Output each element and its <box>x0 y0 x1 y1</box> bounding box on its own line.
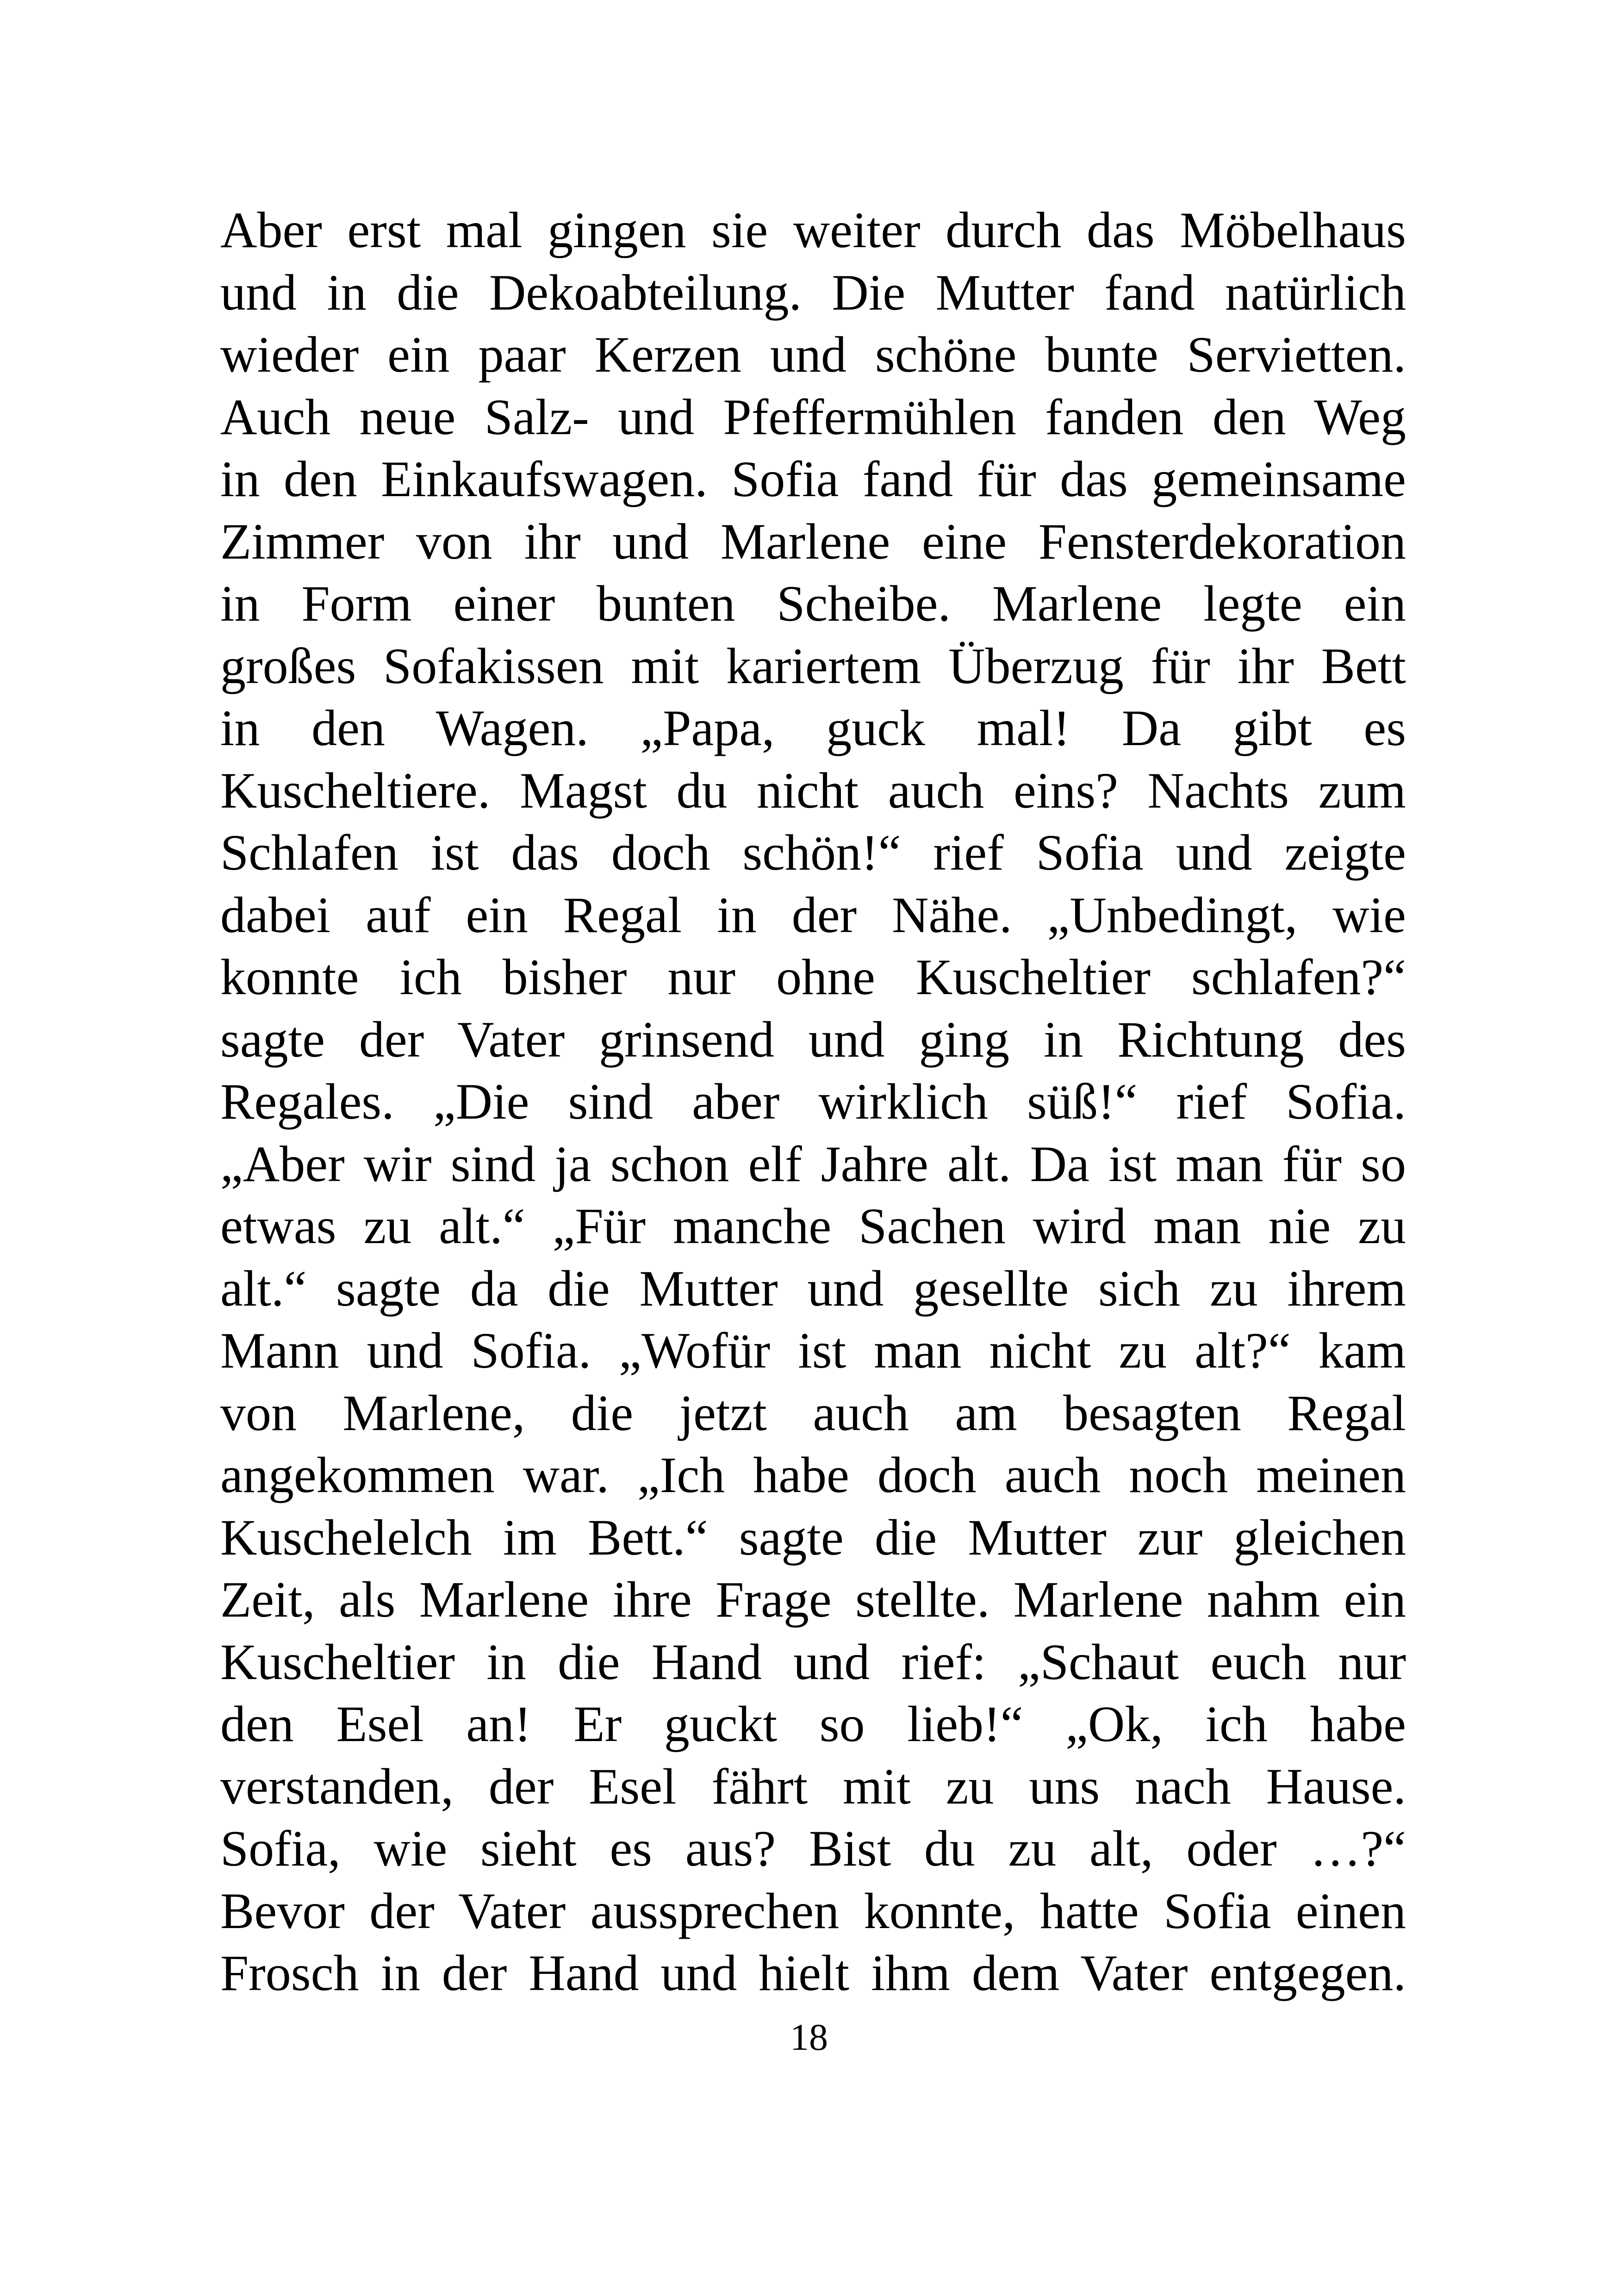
text-line: und in die Dekoabteilung. Die Mutter fand natürlich <box>220 264 1406 321</box>
text-line: in den Einkaufswagen. Sofia fand für das gemeinsame <box>220 451 1406 507</box>
text-line: Frosch in der Hand und hielt ihm dem Vater entgegen. <box>220 1945 1406 2001</box>
text-line: von Marlene, die jetzt auch am besagten Regal <box>220 1384 1406 1441</box>
text-line: Schlafen ist das doch schön!“ rief Sofia und zeigte <box>220 824 1406 881</box>
body-text <box>220 199 1406 2004</box>
page-number: 18 <box>790 2016 828 2058</box>
text-line: großes Sofakissen mit kariertem Überzug für ihr Bett <box>220 637 1406 694</box>
text-line: Mann und Sofia. „Wofür ist man nicht zu alt?“ kam <box>220 1322 1406 1379</box>
text-line: Kuscheltiere. Magst du nicht auch eins? Nachts zum <box>220 762 1406 819</box>
text-line: Zeit, als Marlene ihre Frage stellte. Marlene nahm ein <box>220 1571 1406 1628</box>
text-line: wieder ein paar Kerzen und schöne bunte Servietten. <box>220 326 1406 383</box>
text-line: verstanden, der Esel fährt mit zu uns nach Hause. <box>220 1758 1406 1815</box>
text-line: konnte ich bisher nur ohne Kuscheltier schlafen?“ <box>220 949 1406 1005</box>
text-line: sagte der Vater grinsend und ging in Richtung des <box>220 1011 1406 1068</box>
text-line: angekommen war. „Ich habe doch auch noch meinen <box>220 1447 1406 1503</box>
text-line: alt.“ sagte da die Mutter und gesellte sich zu ihrem <box>220 1260 1406 1317</box>
text-line: etwas zu alt.“ „Für manche Sachen wird man nie zu <box>220 1198 1406 1254</box>
text-line: „Aber wir sind ja schon elf Jahre alt. Da ist man für so <box>220 1135 1406 1192</box>
text-line: den Esel an! Er guckt so lieb!“ „Ok, ich habe <box>220 1696 1406 1752</box>
text-line: in den Wagen. „Papa, guck mal! Da gibt es <box>220 700 1406 756</box>
text-line: dabei auf ein Regal in der Nähe. „Unbedingt, wie <box>220 886 1406 943</box>
text-line: Zimmer von ihr und Marlene eine Fensterdekoration <box>220 513 1406 570</box>
text-line: Kuschelelch im Bett.“ sagte die Mutter zur gleichen <box>220 1509 1406 1566</box>
text-line: Aber erst mal gingen sie weiter durch das Möbelhaus <box>220 202 1406 258</box>
text-line: Auch neue Salz- und Pfeffermühlen fanden den Weg <box>220 388 1406 445</box>
text-line: Sofia, wie sieht es aus? Bist du zu alt, oder …?“ <box>220 1820 1406 1877</box>
text-line: Kuscheltier in die Hand und rief: „Schaut euch nur <box>220 1633 1406 1690</box>
text-line: Bevor der Vater aussprechen konnte, hatte Sofia einen <box>220 1882 1406 1939</box>
text-line: Regales. „Die sind aber wirklich süß!“ rief Sofia. <box>220 1073 1406 1130</box>
text-line: in Form einer bunten Scheibe. Marlene legte ein <box>220 575 1406 632</box>
